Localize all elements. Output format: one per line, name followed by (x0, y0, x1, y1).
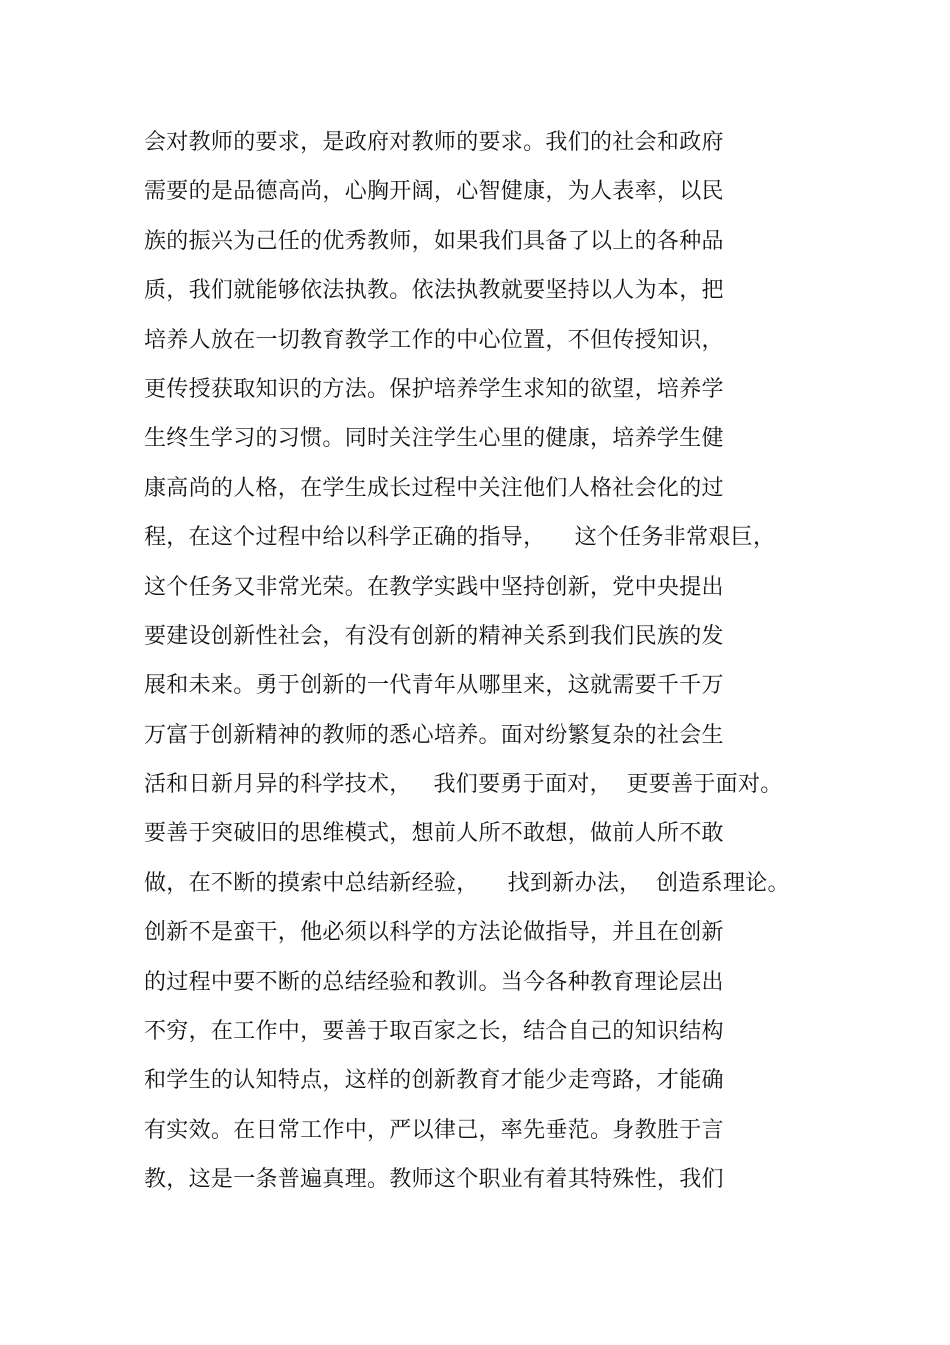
text-line: 族的振兴为己任的优秀教师，如果我们具备了以上的各种品 (144, 228, 724, 254)
text-line: 活和日新月异的科学技术， 我们要勇于面对， 更要善于面对。 (144, 772, 783, 798)
text-line: 的过程中要不断的总结经验和教训。当今各种教育理论层出 (144, 969, 724, 995)
text-line: 要建设创新性社会，有没有创新的精神关系到我们民族的发 (144, 623, 724, 649)
text-line: 生终生学习的习惯。同时关注学生心里的健康，培养学生健 (144, 426, 724, 452)
text-line: 培养人放在一切教育教学工作的中心位置，不但传授知识， (144, 327, 724, 353)
text-line: 做，在不断的摸索中总结新经验， 找到新办法， 创造系理论。 (144, 870, 790, 896)
text-line: 需要的是品德高尚，心胸开阔，心智健康，为人表率，以民 (144, 179, 724, 205)
text-line: 展和未来。勇于创新的一代青年从哪里来，这就需要千千万 (144, 673, 724, 699)
text-line: 更传授获取知识的方法。保护培养学生求知的欲望，培养学 (144, 376, 724, 402)
text-line: 康高尚的人格，在学生成长过程中关注他们人格社会化的过 (144, 475, 724, 501)
text-line: 这个任务又非常光荣。在教学实践中坚持创新，党中央提出 (144, 574, 724, 600)
text-line: 创新不是蛮干，他必须以科学的方法论做指导，并且在创新 (144, 920, 724, 946)
text-line: 和学生的认知特点，这样的创新教育才能少走弯路，才能确 (144, 1068, 724, 1094)
text-line: 教，这是一条普遍真理。教师这个职业有着其特殊性，我们 (144, 1167, 724, 1193)
text-line: 万富于创新精神的教师的悉心培养。面对纷繁复杂的社会生 (144, 722, 724, 748)
text-line: 质，我们就能够依法执教。依法执教就要坚持以人为本，把 (144, 278, 724, 304)
text-line: 程，在这个过程中给以科学正确的指导， 这个任务非常艰巨， (144, 525, 776, 551)
text-line: 要善于突破旧的思维模式，想前人所不敢想，做前人所不敢 (144, 821, 724, 847)
text-line: 不穷，在工作中，要善于取百家之长，结合自己的知识结构 (144, 1019, 724, 1045)
text-line: 有实效。在日常工作中，严以律己，率先垂范。身教胜于言 (144, 1117, 724, 1143)
text-line: 会对教师的要求，是政府对教师的要求。我们的社会和政府 (144, 130, 724, 155)
document-body (144, 118, 804, 1205)
